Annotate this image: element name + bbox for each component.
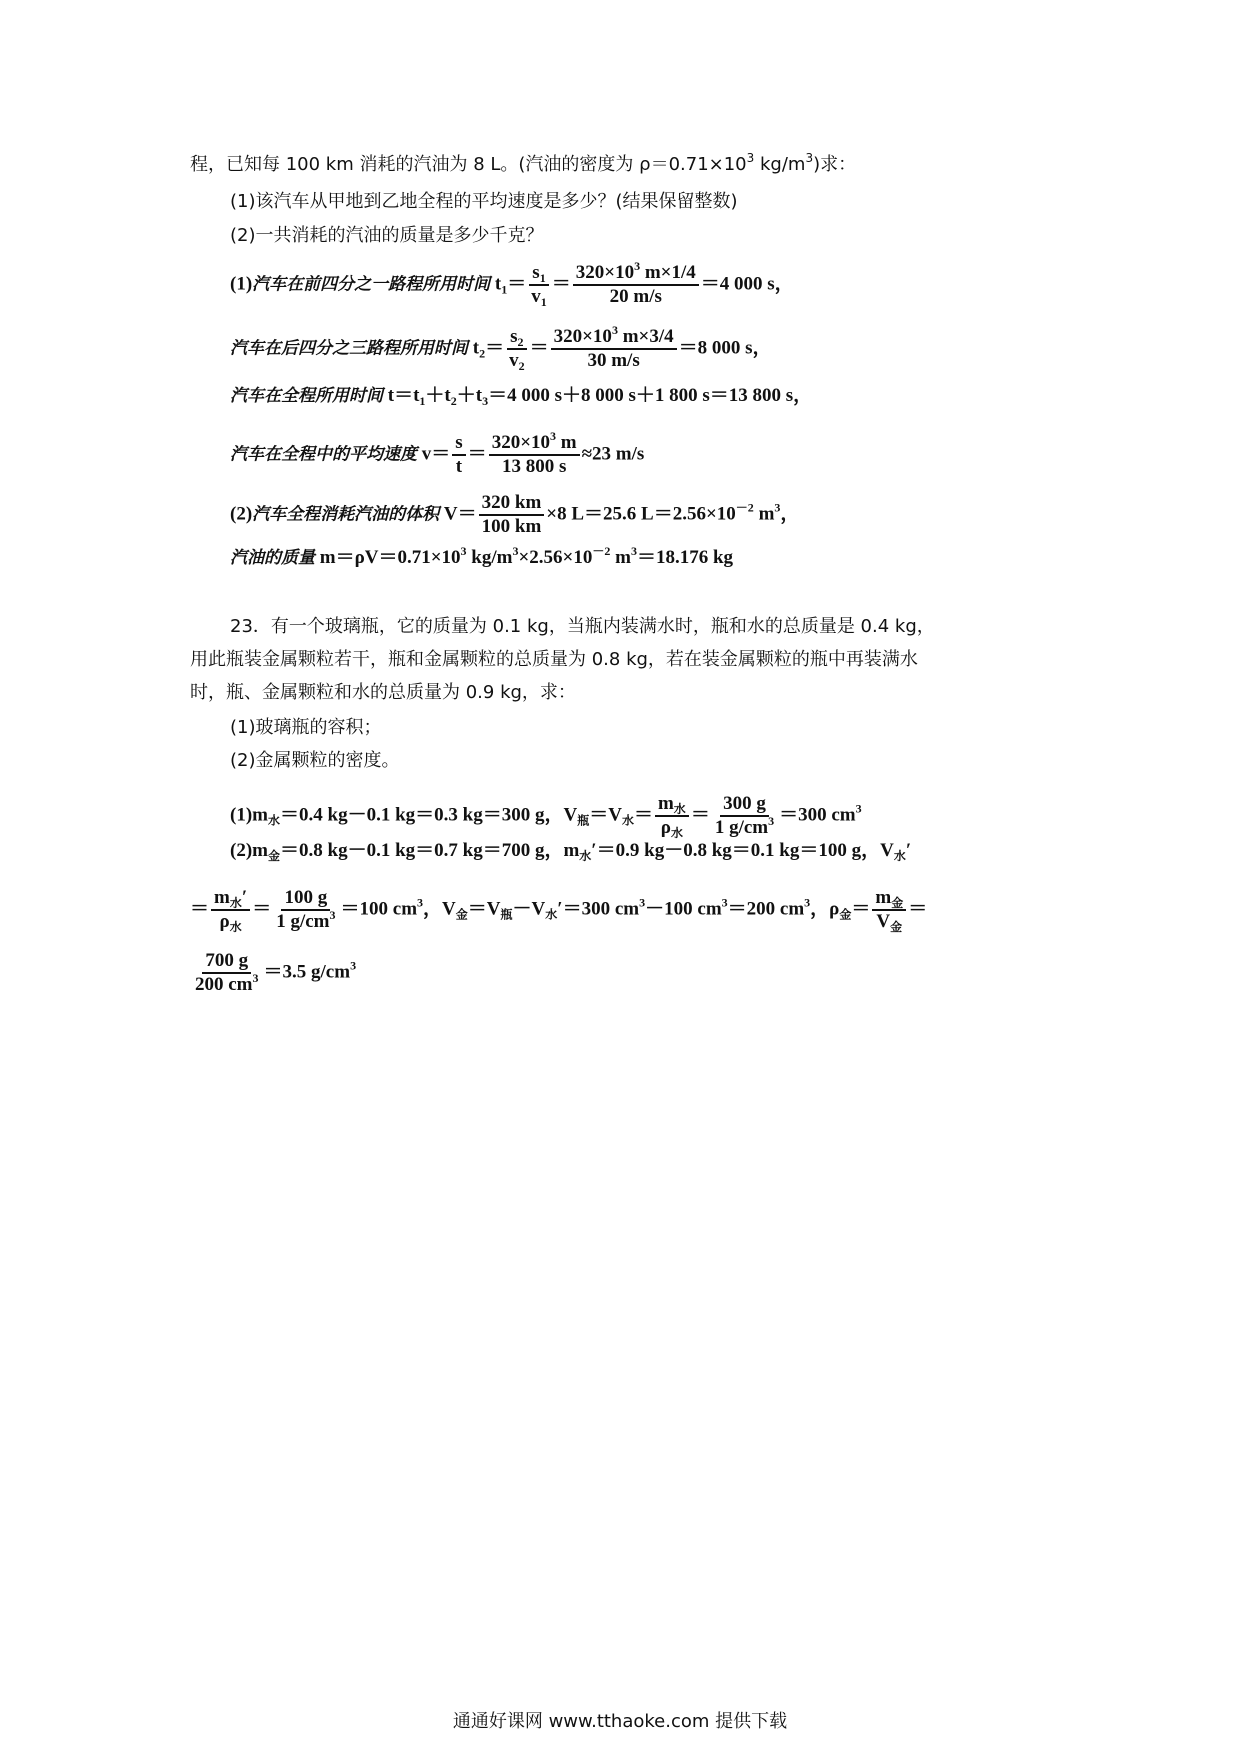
text: ＝ <box>908 898 928 920</box>
text: 700 g <box>202 950 251 974</box>
text: )求： <box>813 154 857 175</box>
text: ＝8 000 s， <box>678 337 772 359</box>
problem-22-question-1: (1)该汽车从甲地到乙地全程的平均速度是多少？(结果保留整数) <box>230 191 738 212</box>
text: m＝ρV＝0.71×10 <box>319 547 461 568</box>
sub: 2 <box>517 335 524 349</box>
sup: 3 <box>550 429 557 443</box>
sub: 水 <box>673 802 686 816</box>
text: m <box>753 503 775 525</box>
sup: 3 <box>639 895 646 910</box>
text: ＝3.5 g/cm <box>263 961 351 983</box>
sub: 金 <box>267 849 280 863</box>
page-footer: 通通好课网 www.tthaoke.com 提供下载 <box>452 1711 788 1732</box>
problem-22-continuation <box>190 152 856 178</box>
problem-22-question-2: (2)一共消耗的汽油的质量是多少千克？ <box>230 225 544 246</box>
sup: 3 <box>774 500 781 515</box>
sup: 3 <box>417 895 424 910</box>
text: 13 800 s <box>501 456 567 477</box>
text: ′ <box>905 840 912 861</box>
text: kg/m <box>754 154 806 175</box>
text: 300 g <box>720 793 769 817</box>
text: ρ <box>660 817 671 838</box>
text: s <box>532 262 540 283</box>
text: v <box>531 286 541 307</box>
text: ＋t <box>425 385 451 406</box>
sup: 3 <box>329 908 336 922</box>
sub: 水 <box>621 813 634 828</box>
text: 200 cm <box>195 974 253 995</box>
fraction <box>712 793 777 839</box>
text: ，ρ <box>810 898 840 920</box>
answer-22-line-1: (1)汽车在前四分之一路程所用时间 $t_1=$ $\frac{s_1}{v_1}$ ＝ $\frac{320\times 10^3 m\times 1/4}{20 m/s}$ ＝4 000 s， <box>230 259 794 309</box>
sub: 1 <box>419 394 426 408</box>
text: ＝ <box>633 804 653 826</box>
text: m×1/4 <box>640 262 696 283</box>
sup: 3 <box>721 895 728 910</box>
answer-22-line-2: 汽车在后四分之三路程所用时间 $t_2=$ $\frac{s_2}{v_2}$ ＝ $\frac{320\times 10^3 m\times 3/4}{30 m/s}$ ＝8 000 s， <box>230 323 772 373</box>
text: v＝ <box>421 443 451 465</box>
fraction <box>528 262 550 308</box>
text: 程，已知每 100 km 消耗的汽油为 8 L。(汽油的密度为 ρ＝0.71×10 <box>190 154 747 175</box>
sub: 水 <box>893 849 906 863</box>
text: t <box>472 337 480 359</box>
text: ＝4 000 s， <box>700 273 794 295</box>
text: 汽油的质量 <box>230 548 315 568</box>
text: V <box>876 911 891 932</box>
text: ＝300 cm <box>779 804 856 826</box>
sub: 金 <box>455 907 468 922</box>
fraction <box>506 326 528 372</box>
answer-23-line-2 <box>230 838 911 864</box>
text: ＝ <box>252 898 272 920</box>
text: ＝0.8 kg－0.1 kg＝0.7 kg＝700 g，m <box>280 840 580 861</box>
text: 汽车在全程所用时间 <box>230 386 383 406</box>
answer-22-line-4: 汽车在全程中的平均速度 v＝ $\frac{s}{t}$ ＝ $\frac{320\times 10^3 m}{13 800 s}$ ≈23 m/s <box>230 429 645 477</box>
sub: 金 <box>839 907 852 922</box>
sup: 3 <box>768 814 775 828</box>
sub: 1 <box>540 295 547 309</box>
fraction <box>452 432 465 478</box>
sup: 3 <box>460 544 467 558</box>
sub: 金 <box>891 896 904 910</box>
text: ＋t <box>456 385 483 406</box>
sub: 水 <box>670 826 683 840</box>
sub: 水 <box>579 849 592 863</box>
text: ＝V <box>467 898 501 920</box>
fraction <box>489 429 580 478</box>
answer-23-line-3 <box>190 887 927 933</box>
text: 汽车在全程中的平均速度 <box>230 444 417 465</box>
fraction <box>211 887 250 933</box>
sub: 瓶 <box>577 813 590 828</box>
text: 100 g <box>281 887 330 911</box>
sub: 2 <box>518 359 525 373</box>
text: ′＝300 cm <box>557 898 640 920</box>
text: ×8 L＝25.6 L＝2.56×10 <box>546 503 736 525</box>
text: s <box>452 432 465 456</box>
fraction <box>655 793 689 839</box>
text: 汽车在后四分之三路程所用时间 <box>230 338 468 359</box>
text: t <box>494 273 502 295</box>
text: ，V <box>423 898 456 920</box>
sub: 瓶 <box>500 907 513 922</box>
text: ρ <box>219 911 230 932</box>
text: ×2.56×10 <box>518 547 593 568</box>
sup: －2 <box>592 544 611 558</box>
text: 20 m/s <box>609 286 662 307</box>
text: s <box>510 326 518 347</box>
problem-23-question-1: (1)玻璃瓶的容积； <box>230 717 382 738</box>
text: kg/m <box>466 547 513 568</box>
sup: 3 <box>805 151 814 165</box>
text: 汽车全程消耗汽油的体积 <box>252 504 440 525</box>
sub: 金 <box>890 920 903 934</box>
text: ＝V <box>589 804 622 826</box>
fraction <box>551 323 677 372</box>
answer-23-line-1: $(1)m_水=0.4$ kg－0.1 kg＝0.3 kg＝300 g，$V_瓶=V_水=$ $\frac{m_水}{\rho_水}$ ＝ $\frac{300 g}{1 g/cm^3}$ ＝300 $cm^3$ <box>230 793 862 840</box>
text: 30 m/s <box>587 350 640 371</box>
text: 1 g/cm <box>714 817 769 838</box>
text: 320 km <box>479 492 545 516</box>
answer-22-line-5 <box>230 492 799 538</box>
text: ， <box>780 503 800 525</box>
text: ′ <box>241 887 248 908</box>
text: ＝0.4 kg－0.1 kg＝0.3 kg＝300 g，V <box>280 804 578 826</box>
sub: 1 <box>539 271 546 285</box>
answer-23-line-4 <box>190 950 356 996</box>
text: m <box>610 547 631 568</box>
text: 1 g/cm <box>276 911 330 932</box>
sup: －2 <box>735 500 754 515</box>
answer-22-line-3 <box>230 383 812 409</box>
text: t <box>455 456 463 477</box>
text: V＝ <box>443 503 477 525</box>
text: －100 cm <box>645 898 722 920</box>
text: ′＝0.9 kg－0.8 kg＝0.1 kg＝100 g，V <box>591 840 894 861</box>
sup: 3 <box>350 958 357 973</box>
fraction <box>273 887 338 933</box>
sup: 3 <box>611 323 618 337</box>
fraction <box>479 492 545 538</box>
text: 320×10 <box>575 262 635 283</box>
text: 320×10 <box>553 326 612 347</box>
text: m <box>875 887 892 908</box>
text: m <box>657 793 674 814</box>
text: (2)m <box>230 840 268 861</box>
answer-22-line-6 <box>230 545 733 571</box>
text: ＝18.176 kg <box>636 547 734 568</box>
sub: 1 <box>501 282 508 297</box>
text: ＝ <box>190 898 210 920</box>
sup: 3 <box>855 801 862 816</box>
text: (2) <box>230 503 253 525</box>
sub: 水 <box>267 813 280 828</box>
text: m <box>214 887 230 908</box>
text: (1)m <box>230 804 268 826</box>
sub: 2 <box>479 346 486 361</box>
problem-23-line-3: 时，瓶、金属颗粒和水的总质量为 0.9 kg，求： <box>190 682 576 703</box>
sub: 水 <box>545 907 558 922</box>
text: 100 km <box>481 516 542 537</box>
fraction <box>192 950 262 996</box>
text: (1) <box>230 273 253 295</box>
problem-23-line-1: 23．有一个玻璃瓶，它的质量为 0.1 kg，当瓶内装满水时，瓶和水的总质量是 0.4 kg， <box>230 616 935 637</box>
text: t＝t <box>387 385 420 406</box>
text: m <box>556 432 577 453</box>
sub: 水 <box>229 896 242 910</box>
text: ＝200 cm <box>727 898 805 920</box>
text: ＝4 000 s＋8 000 s＋1 800 s＝13 800 s， <box>488 385 813 406</box>
text: m×3/4 <box>617 326 674 347</box>
sub: 3 <box>482 394 489 408</box>
text: v <box>509 350 519 371</box>
text: －V <box>512 898 546 920</box>
text: 汽车在前四分之一路程所用时间 <box>252 274 491 295</box>
sup: 3 <box>634 259 641 273</box>
sup: 3 <box>630 544 637 558</box>
text: ≈23 m/s <box>581 443 645 465</box>
text: ＝ <box>851 898 871 920</box>
text: 320×10 <box>491 432 551 453</box>
fraction <box>573 259 699 308</box>
sup: 3 <box>252 971 259 985</box>
sub: 2 <box>450 394 457 408</box>
sub: 水 <box>229 920 242 934</box>
text: ＝100 cm <box>340 898 418 920</box>
sup: 3 <box>512 544 519 558</box>
problem-23-question-2: (2)金属颗粒的密度。 <box>230 750 400 771</box>
fraction <box>872 887 906 933</box>
problem-23-line-2: 用此瓶装金属颗粒若干，瓶和金属颗粒的总质量为 0.8 kg，若在装金属颗粒的瓶中再装满水 <box>190 649 918 670</box>
sup: 3 <box>746 151 755 165</box>
sup: 3 <box>804 895 811 910</box>
